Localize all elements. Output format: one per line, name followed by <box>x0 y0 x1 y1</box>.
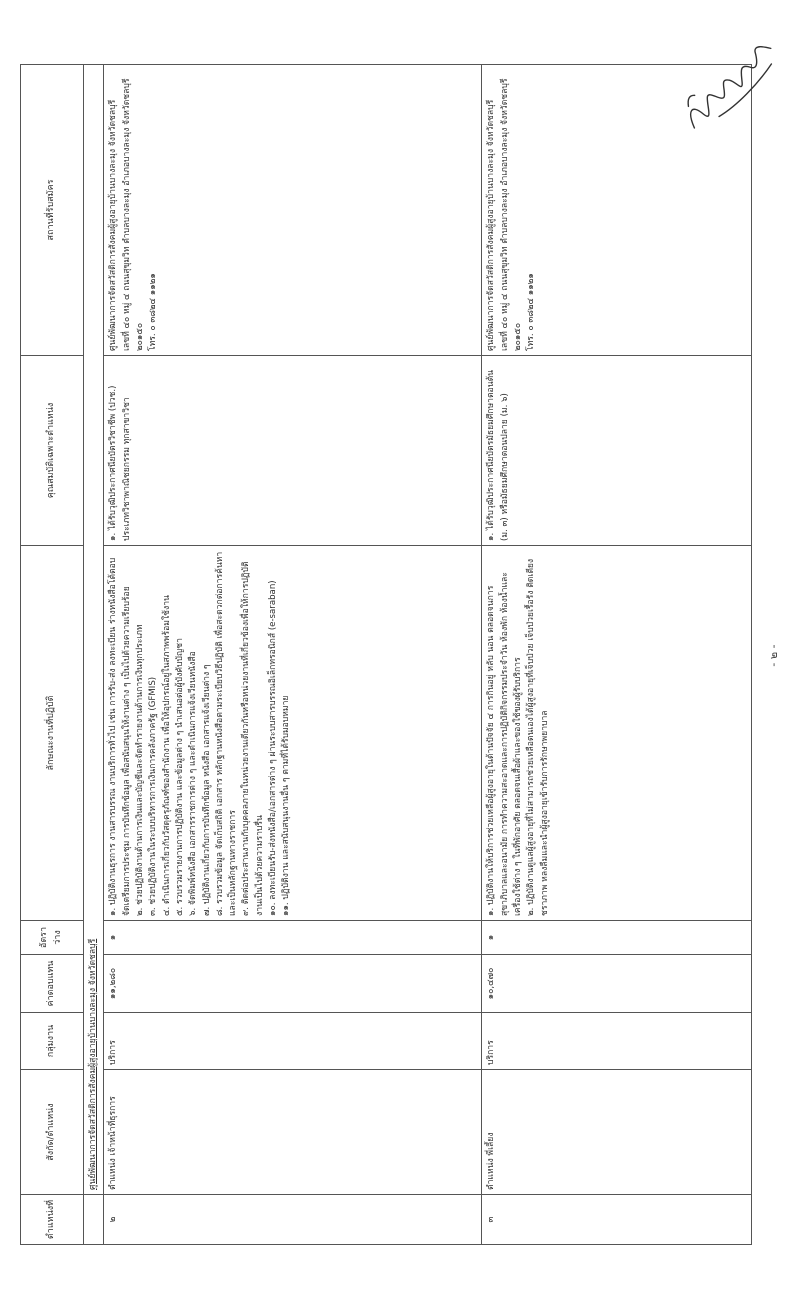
header-qualifications: คุณสมบัติเฉพาะตำแหน่ง <box>21 356 84 546</box>
duty-item: ๒. ปฏิบัติงานดูแลผู้สูงอายุที่ไม่สามารถช่วยเหลือตนเองได้ผู้สูงอายุที่เจ็บป่วย เจ็บป่วยเรื้อรัง ติดเตียง ชราภาพ หลงลืมและนำผู้สูงอายุเข้ารับการรักษาพยาบาล <box>526 558 550 916</box>
apply-phone: โทร. ๐ ๓๘๒๔ ๑๑๒๑ <box>148 273 159 351</box>
duty-item: ๙. ติดต่อประสานงานกับบุคคลภายในหน่วยงานเดียวกันหรือหน่วยงานที่เกี่ยวข้องเพื่อให้การปฏิบัติงานเป็นไปด้วยความราบรื่น <box>241 561 265 916</box>
duty-item: ๒. ช่วยปฏิบัติงานด้านการเงินและบัญชีและจัดทำรายงานด้านการเงินทุกประเภท <box>134 624 145 916</box>
duty-item: ๕. รวบรวมรายงานการปฏิบัติงาน และข้อมูลต่าง ๆ นำเสนอต่อผู้บังคับบัญชา <box>174 638 185 916</box>
duty-item: ๗. ปฏิบัติงานเกี่ยวกับการบันทึกข้อมูล หนังสือ เอกสารแจ้งเวียนต่าง ๆ <box>201 664 212 916</box>
duty-item: ๔. ดำเนินการเกี่ยวกับวัสดุครุภัณฑ์ของสำนักงาน เพื่อให้อุปกรณ์อยู่ในสภาพพร้อมใช้งาน <box>161 595 172 916</box>
row-vacancy: ๑ <box>104 921 482 955</box>
duty-item: ๖. จัดพิมพ์หนังสือ เอกสารราชการต่าง ๆ และดำเนินการแจ้งเวียนหนังสือ <box>188 651 199 916</box>
row-duties <box>104 546 482 921</box>
row-salary: ๑๑,๒๘๐ <box>104 955 482 1013</box>
duty-item: ๑๑. ปฏิบัติงาน และสนับสนุนงานอื่น ๆ ตามที่ได้รับมอบหมาย <box>281 695 292 916</box>
duty-item: ๑. ปฏิบัติงานให้บริการช่วยเหลือผู้สูงอายุในด้านปัจจัย ๔ การกินอยู่ หลับ นอน ตลอดจนการสุขาภิบาลและอนามัย การทำความสะอาดและการปฏิบัติกิจกรรมประจำวัน ห้องพัก ห้องน้ำและเครื่องใช้ต่าง ๆ ในที่พักอาศัย ตลอดจนเสื้อผ้าและของใช้ของผู้รับบริการ <box>486 572 523 916</box>
row-no: ๓ <box>482 1195 752 1245</box>
row-position: ตำแหน่ง พี่เลี้ยง <box>482 1070 752 1195</box>
apply-address: เลขที่ ๔๐ หมู่ ๔ ถนนสุขุมวิท ตำบลบางละมุง อำเภอบางละมุง จังหวัดชลบุรี ๒๐๑๕๐ <box>121 78 145 351</box>
table-header-row <box>21 65 84 1245</box>
header-vacancy: อัตราว่าง <box>21 921 84 955</box>
row-apply-at <box>104 65 482 356</box>
row-vacancy: ๑ <box>482 921 752 955</box>
duty-item: ๑๐. ลงทะเบียนรับ-ส่งหนังสือ/เอกสารต่าง ๆ ผ่านระบบสารบรรณอิเล็กทรอนิกส์ (e-saraban) <box>268 580 279 916</box>
unit-heading-row <box>84 65 104 1245</box>
row-no: ๒ <box>104 1195 482 1245</box>
qualification-item: ๑. ได้รับวุฒิประกาศนียบัตรวิชาชีพ (ปวช.) ประเภทวิชาพาณิชยกรรม ทุกสาขาวิชา <box>108 385 132 541</box>
page-number: - ๒ - <box>767 644 780 667</box>
apply-address: เลขที่ ๔๐ หมู่ ๔ ถนนสุขุมวิท ตำบลบางละมุง อำเภอบางละมุง จังหวัดชลบุรี ๒๐๑๕๐ <box>499 78 523 351</box>
apply-phone: โทร. ๐ ๓๘๒๔ ๑๑๒๑ <box>526 273 537 351</box>
unit-heading: ศูนย์พัฒนาการจัดสวัสดิการสังคมผู้สูงอายุบ้านบางละมุง จังหวัดชลบุรี <box>84 65 104 1195</box>
row-qualifications <box>104 356 482 546</box>
header-duties: ลักษณะงานที่ปฏิบัติ <box>21 546 84 921</box>
duty-item: ๘. รวบรวมข้อมูล จัดเก็บสถิติ เอกสาร หลักฐานหนังสือตามระเบียบวิธีปฏิบัติ เพื่อสะดวกต่อการค้นหา และเป็นหลักฐานทางราชการ <box>214 551 239 916</box>
row-salary: ๑๐,๔๗๐ <box>482 955 752 1013</box>
header-no: ตำแหน่งที่ <box>21 1195 84 1245</box>
apply-place: ศูนย์พัฒนาการจัดสวัสดิการสังคมผู้สูงอายุบ้านบางละมุง จังหวัดชลบุรี <box>486 99 497 351</box>
row-duties <box>482 546 752 921</box>
table-row <box>104 65 482 1245</box>
table-row <box>482 65 752 1245</box>
duty-item: ๑. ปฏิบัติงานธุรการ งานสารบรรณ งานบริการทั่วไป เช่น การรับ-ส่ง ลงทะเบียน ร่างหนังสือโต้ตอบ จัดเตรียมการประชุม การบันทึกข้อมูล เพื่อสนับสนุนให้งานต่าง ๆ เป็นไปด้วยความเรียบร้อย <box>108 557 132 916</box>
apply-place: ศูนย์พัฒนาการจัดสวัสดิการสังคมผู้สูงอายุบ้านบางละมุง จังหวัดชลบุรี <box>108 99 119 351</box>
header-salary: ค่าตอบแทน <box>21 955 84 1013</box>
header-apply-at: สถานที่รับสมัคร <box>21 65 84 356</box>
header-group: กลุ่มงาน <box>21 1013 84 1070</box>
row-position: ตำแหน่ง เจ้าหน้าที่ธุรการ <box>104 1070 482 1195</box>
duty-item: ๓. ช่วยปฏิบัติงานในระบบบริหารการเงินการคลังภาครัฐ (GFMIS) <box>148 676 159 916</box>
row-group: บริการ <box>104 1013 482 1070</box>
header-unit-position: สังกัด/ตำแหน่ง <box>21 1070 84 1195</box>
recruitment-table <box>20 64 752 1245</box>
row-qualifications <box>482 356 752 546</box>
row-group: บริการ <box>482 1013 752 1070</box>
qualification-item: ๑. ได้รับวุฒิประกาศนียบัตรมัธยมศึกษาตอนต้น (ม. ๓) หรือมัธยมศึกษาตอนปลาย (ม. ๖) <box>486 369 510 541</box>
